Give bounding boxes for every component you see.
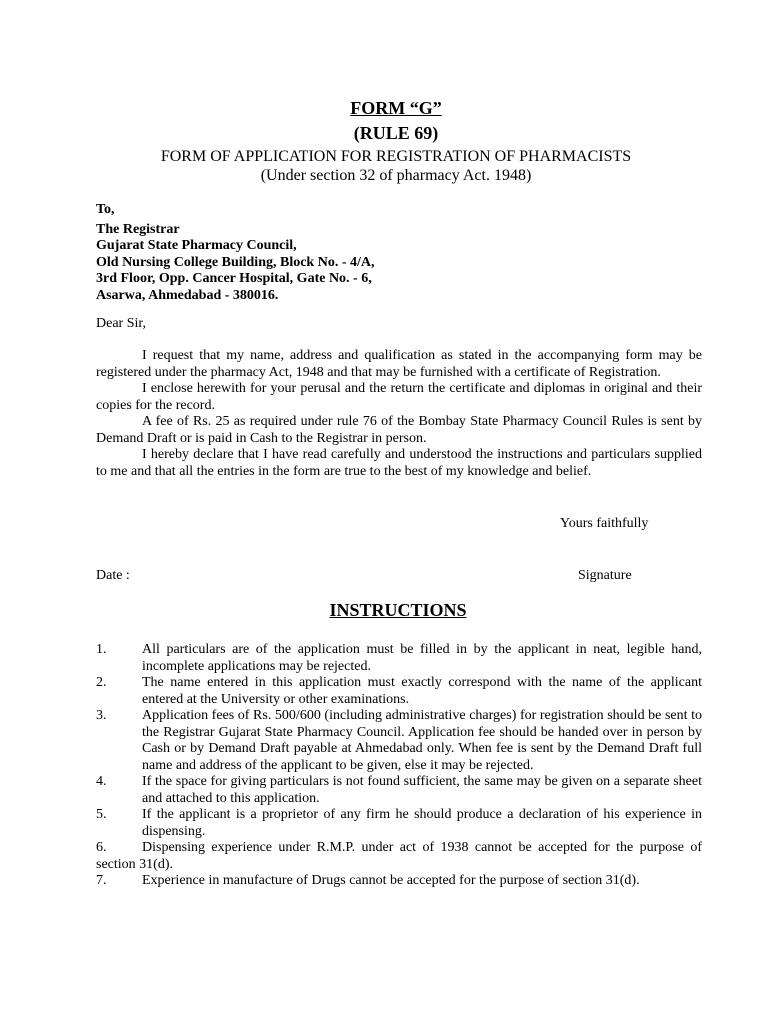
form-title: FORM “G” [350, 98, 442, 118]
list-item [96, 840, 702, 873]
item-text: Experience in manufacture of Drugs cannot be accepted for the purpose of section 31(d). [142, 873, 640, 888]
list-item [96, 807, 702, 840]
paragraph: I enclose herewith for your perusal and the return the certificate and diplomas in original and their copies for the record. [96, 381, 702, 413]
salutation: Dear Sir, [96, 316, 146, 331]
date-label: Date : [96, 568, 130, 583]
item-number: 3. [96, 708, 107, 723]
item-text: Application fees of Rs. 500/600 (including administrative charges) for registration should be sent to the Registrar Gujarat State Pharmacy Council. Application fee should be handed over in person by Cash or by Demand Draft payable at Ahmedabad only. When fee is sent by the Demand Draft full name and address of the applicant to be given, else it may be rejected. [142, 708, 702, 773]
item-number: 7. [96, 873, 107, 888]
item-number: 6. [96, 840, 107, 855]
item-text: All particulars are of the application must be filled in by the applicant in neat, legible hand, incomplete applications may be rejected. [142, 642, 702, 674]
letter-body [96, 348, 702, 480]
form-subtitle: FORM OF APPLICATION FOR REGISTRATION OF PHARMACISTS [160, 148, 632, 165]
item-number: 2. [96, 675, 107, 690]
form-section: (Under section 32 of pharmacy Act. 1948) [260, 167, 532, 184]
address-line: Old Nursing College Building, Block No. - 4/A, [96, 254, 375, 270]
instructions-list [96, 642, 702, 890]
list-item [96, 642, 702, 675]
signature-label: Signature [578, 568, 632, 583]
address-line: 3rd Floor, Opp. Cancer Hospital, Gate No. - 6, [96, 271, 372, 286]
form-rule: (RULE 69) [353, 123, 439, 143]
list-item [96, 675, 702, 708]
item-text: Dispensing experience under R.M.P. under act of 1938 cannot be accepted for the purpose of section 31(d). [96, 840, 702, 872]
address-to: To, [96, 202, 115, 217]
item-text: If the space for giving particulars is not found sufficient, the same may be given on a separate sheet and attached to this application. [142, 774, 702, 806]
paragraph: A fee of Rs. 25 as required under rule 76 of the Bombay State Pharmacy Council Rules is sent by Demand Draft or is paid in Cash to the Registrar in person. [96, 414, 702, 446]
instructions-heading: INSTRUCTIONS [329, 600, 467, 620]
item-number: 1. [96, 642, 107, 657]
paragraph: I hereby declare that I have read carefully and understood the instructions and particulars supplied to me and that all the entries in the form are true to the best of my knowledge and belief. [96, 447, 702, 479]
list-item [96, 708, 702, 774]
address-line: Gujarat State Pharmacy Council, [96, 238, 297, 253]
address-line: Asarwa, Ahmedabad - 380016. [96, 287, 279, 303]
closing: Yours faithfully [560, 516, 649, 531]
item-text: The name entered in this application must exactly correspond with the name of the applicant entered at the University or other examinations. [142, 675, 702, 707]
address-block [96, 202, 374, 304]
item-text: If the applicant is a proprietor of any firm he should produce a declaration of his experience in dispensing. [142, 807, 702, 839]
paragraph: I request that my name, address and qualification as stated in the accompanying form may be registered under the pharmacy Act, 1948 and that may be furnished with a certificate of Registration. [96, 348, 702, 380]
list-item [96, 873, 702, 890]
address-line: The Registrar [96, 221, 180, 237]
list-item [96, 774, 702, 807]
item-number: 5. [96, 807, 107, 822]
item-number: 4. [96, 774, 107, 789]
